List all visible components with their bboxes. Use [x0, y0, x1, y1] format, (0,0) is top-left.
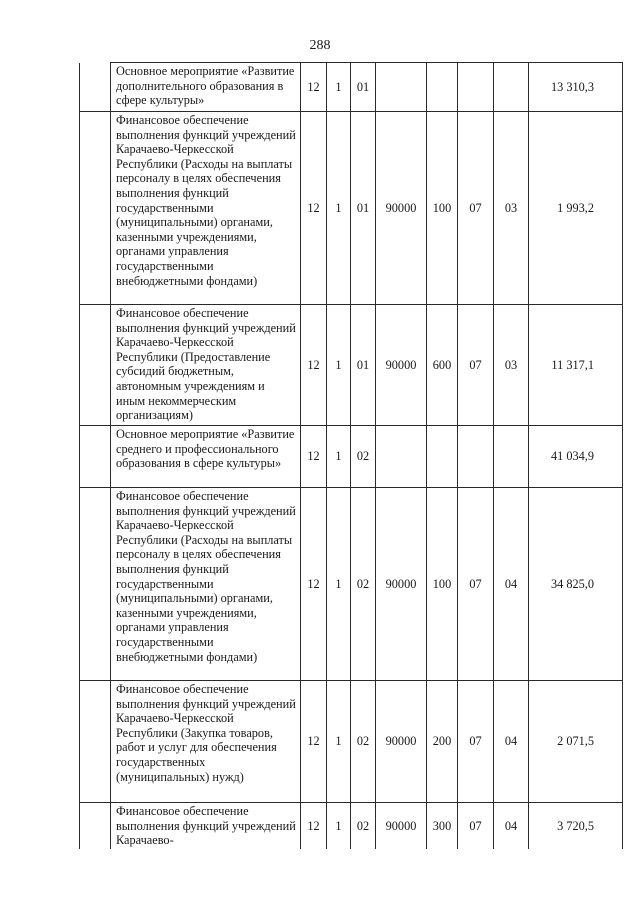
code-cell: 12: [301, 112, 327, 305]
code-cell: 07: [458, 488, 494, 681]
code-cell: 90000: [376, 488, 427, 681]
number-cell: [80, 803, 111, 849]
code-cell: 200: [427, 681, 458, 803]
budget-table: [79, 62, 623, 849]
item-name-cell: Финансовое обеспечение выполнения функций учреждений Карачаево-Черкесской Республики (Расходы на выплаты персоналу в целях обеспечения выполнения функций государственными (муниципальными) органами, казенными учреждениями, органами управления государственными внебюджетными фондами): [111, 112, 301, 305]
code-cell: 04: [494, 681, 529, 803]
amount-cell: 3 720,5: [529, 803, 623, 849]
code-cell: [376, 63, 427, 112]
amount-cell: 41 034,9: [529, 426, 623, 488]
code-cell: 07: [458, 305, 494, 426]
code-cell: 1: [327, 681, 351, 803]
number-cell: [80, 426, 111, 488]
code-cell: 04: [494, 803, 529, 849]
amount-cell: 34 825,0: [529, 488, 623, 681]
amount-cell: 13 310,3: [529, 63, 623, 112]
number-cell: [80, 112, 111, 305]
amount-cell: 2 071,5: [529, 681, 623, 803]
code-cell: 12: [301, 803, 327, 849]
item-name-cell: Основное мероприятие «Развитие среднего и профессионального образования в сфере культуры»: [111, 426, 301, 488]
code-cell: 03: [494, 112, 529, 305]
code-cell: [458, 426, 494, 488]
item-name-cell: Финансовое обеспечение выполнения функций учреждений Карачаево-Черкесской Республики (Предоставление субсидий бюджетным, автономным учреждениям и иным некоммерческим организациям): [111, 305, 301, 426]
amount-cell: 1 993,2: [529, 112, 623, 305]
code-cell: 12: [301, 681, 327, 803]
code-cell: 1: [327, 426, 351, 488]
code-cell: 02: [351, 803, 376, 849]
table-row: [80, 488, 623, 681]
code-cell: 03: [494, 305, 529, 426]
code-cell: 600: [427, 305, 458, 426]
code-cell: 300: [427, 803, 458, 849]
number-cell: [80, 63, 111, 112]
number-cell: [80, 681, 111, 803]
code-cell: 12: [301, 305, 327, 426]
code-cell: [376, 426, 427, 488]
code-cell: 12: [301, 63, 327, 112]
code-cell: [458, 63, 494, 112]
code-cell: [494, 63, 529, 112]
code-cell: 07: [458, 803, 494, 849]
code-cell: 01: [351, 112, 376, 305]
code-cell: 12: [301, 488, 327, 681]
code-cell: 90000: [376, 305, 427, 426]
code-cell: 100: [427, 112, 458, 305]
code-cell: 01: [351, 305, 376, 426]
code-cell: 02: [351, 426, 376, 488]
code-cell: 12: [301, 426, 327, 488]
number-cell: [80, 305, 111, 426]
number-cell: [80, 488, 111, 681]
code-cell: 07: [458, 681, 494, 803]
code-cell: 07: [458, 112, 494, 305]
code-cell: 01: [351, 63, 376, 112]
code-cell: 1: [327, 112, 351, 305]
code-cell: [427, 426, 458, 488]
item-name-cell: Финансовое обеспечение выполнения функций учреждений Карачаево-: [111, 803, 301, 849]
table-row: [80, 63, 623, 112]
item-name-cell: Финансовое обеспечение выполнения функций учреждений Карачаево-Черкесской Республики (Закупка товаров, работ и услуг для обеспечения государственных (муниципальных) нужд): [111, 681, 301, 803]
table-row: [80, 426, 623, 488]
code-cell: [494, 426, 529, 488]
table-row: [80, 112, 623, 305]
item-name-cell: Основное мероприятие «Развитие дополнительного образования в сфере культуры»: [111, 63, 301, 112]
code-cell: 04: [494, 488, 529, 681]
code-cell: 1: [327, 488, 351, 681]
code-cell: 100: [427, 488, 458, 681]
page-number: 288: [309, 38, 331, 53]
code-cell: 90000: [376, 803, 427, 849]
code-cell: 90000: [376, 681, 427, 803]
table-row: [80, 803, 623, 849]
code-cell: 1: [327, 63, 351, 112]
table-row: [80, 305, 623, 426]
table-row: [80, 681, 623, 803]
item-name-cell: Финансовое обеспечение выполнения функций учреждений Карачаево-Черкесской Республики (Расходы на выплаты персоналу в целях обеспечения выполнения функций государственными (муниципальными) органами, казенными учреждениями, органами управления государственными внебюджетными фондами): [111, 488, 301, 681]
code-cell: 1: [327, 305, 351, 426]
code-cell: 02: [351, 681, 376, 803]
code-cell: 02: [351, 488, 376, 681]
code-cell: [427, 63, 458, 112]
code-cell: 1: [327, 803, 351, 849]
code-cell: 90000: [376, 112, 427, 305]
amount-cell: 11 317,1: [529, 305, 623, 426]
